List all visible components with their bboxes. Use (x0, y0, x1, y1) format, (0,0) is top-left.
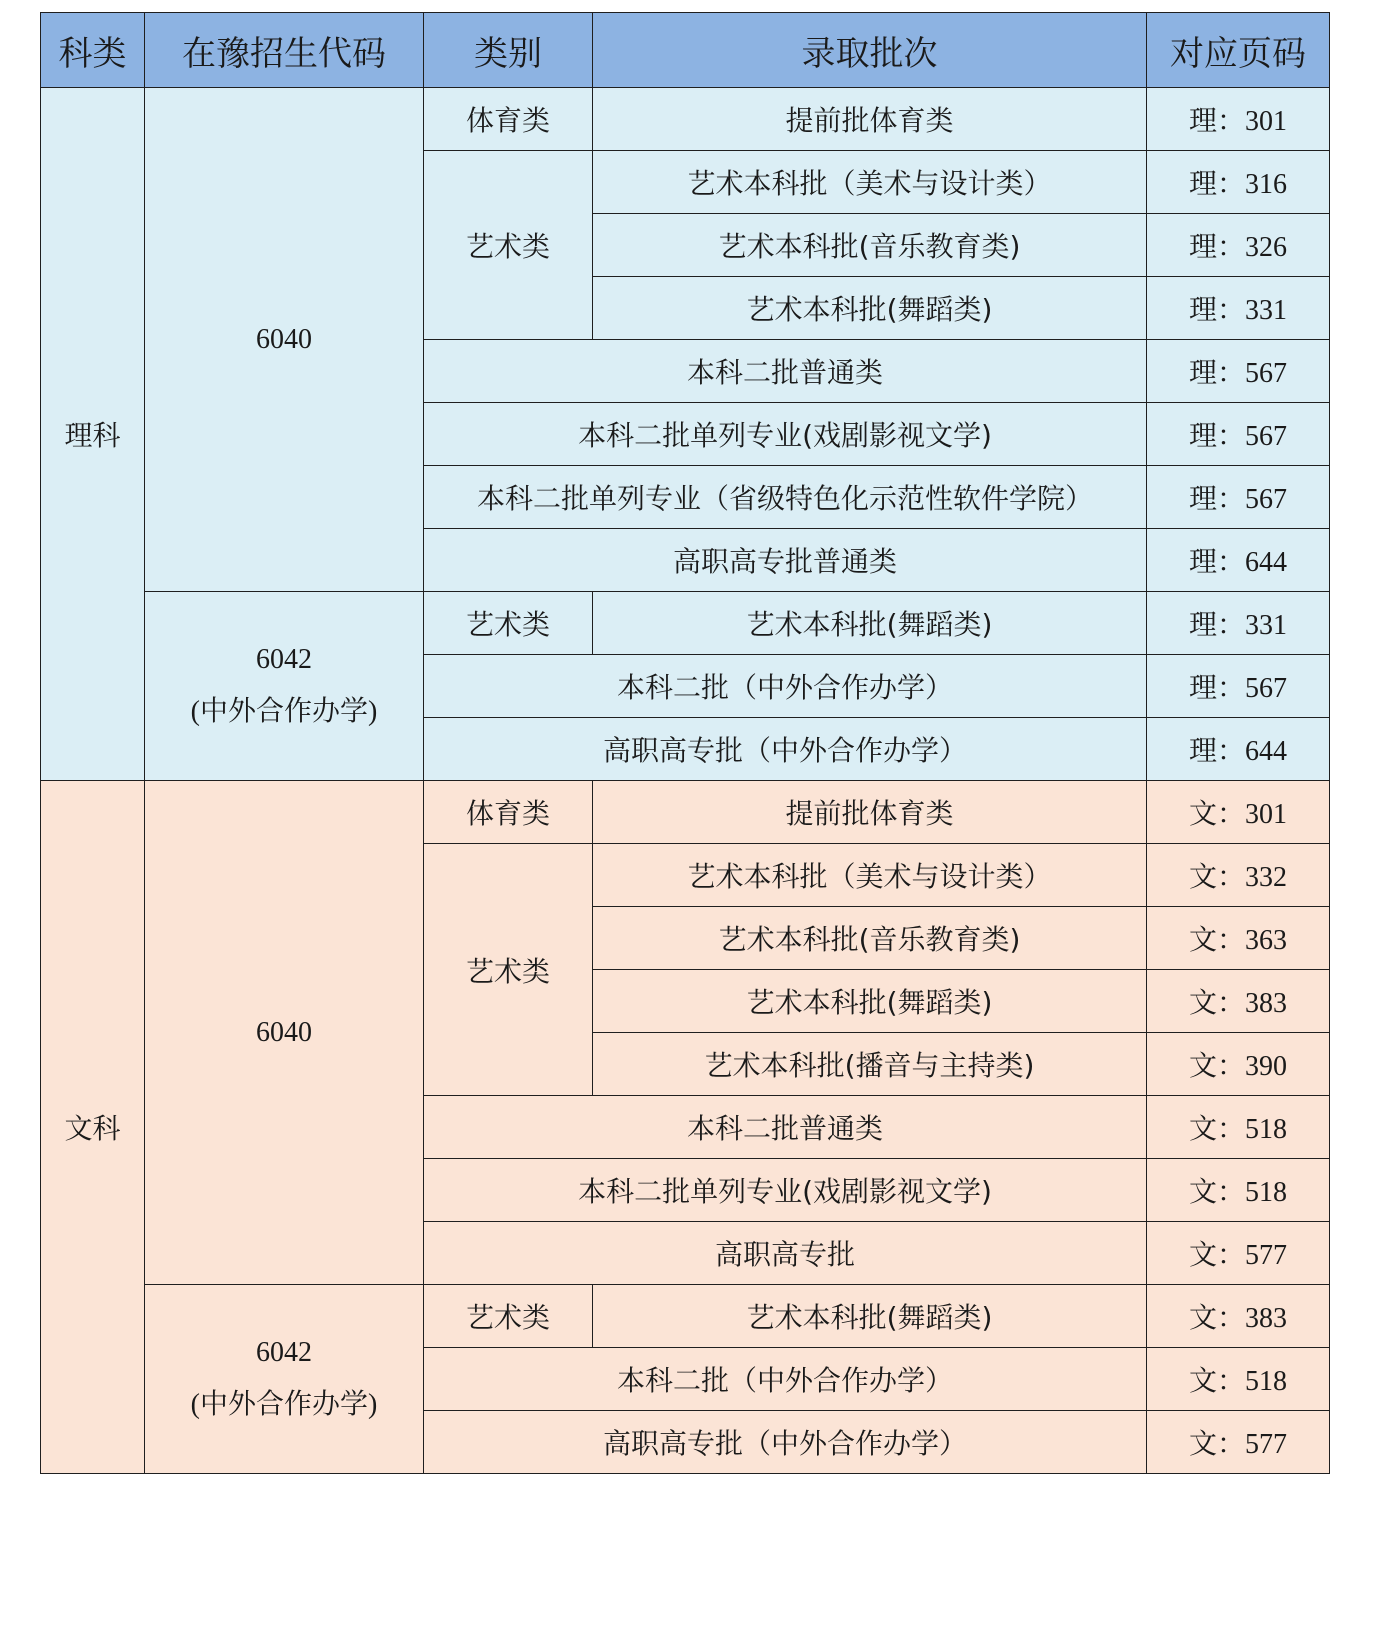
admission-table (40, 12, 1330, 1474)
code-cell (145, 88, 424, 592)
header-page: 对应页码 (1147, 13, 1330, 88)
page-cell: 文：577 (1147, 1411, 1330, 1474)
category-cell: 体育类 (424, 781, 593, 844)
code-note: (中外合作办学) (190, 1389, 378, 1420)
batch-cell: 本科二批普通类 (424, 340, 1147, 403)
header-row (41, 13, 1330, 88)
code-cell (145, 592, 424, 781)
page-cell: 文：383 (1147, 970, 1330, 1033)
table-row (41, 1285, 1330, 1348)
batch-cell: 提前批体育类 (593, 781, 1147, 844)
page-cell: 理：316 (1147, 151, 1330, 214)
batch-cell: 艺术本科批(舞蹈类) (593, 1285, 1147, 1348)
science-section (41, 88, 1330, 781)
batch-cell: 艺术本科批（美术与设计类） (593, 151, 1147, 214)
table-row (41, 592, 1330, 655)
header-subject: 科类 (41, 13, 145, 88)
batch-cell: 本科二批（中外合作办学） (424, 1348, 1147, 1411)
code-note: (中外合作办学) (190, 696, 378, 727)
page-cell: 文：518 (1147, 1348, 1330, 1411)
batch-cell: 艺术本科批(播音与主持类) (593, 1033, 1147, 1096)
batch-cell: 艺术本科批(舞蹈类) (593, 970, 1147, 1033)
batch-cell: 本科二批单列专业(戏剧影视文学) (424, 403, 1147, 466)
batch-cell: 艺术本科批(舞蹈类) (593, 592, 1147, 655)
code-value: 6040 (256, 323, 312, 355)
batch-cell: 本科二批（中外合作办学） (424, 655, 1147, 718)
code-value: 6042 (256, 644, 312, 675)
code-cell (145, 1285, 424, 1474)
batch-cell: 高职高专批（中外合作办学） (424, 1411, 1147, 1474)
category-cell: 艺术类 (424, 151, 593, 340)
page-cell: 理：567 (1147, 655, 1330, 718)
page-cell: 理：331 (1147, 592, 1330, 655)
subject-cell: 文科 (41, 781, 145, 1474)
page-cell: 理：567 (1147, 466, 1330, 529)
table-row (41, 88, 1330, 151)
page-cell: 文：518 (1147, 1096, 1330, 1159)
batch-cell: 艺术本科批（美术与设计类） (593, 844, 1147, 907)
category-cell: 艺术类 (424, 844, 593, 1096)
page-cell: 理：331 (1147, 277, 1330, 340)
code-value: 6040 (256, 1016, 312, 1048)
page-cell: 文：390 (1147, 1033, 1330, 1096)
batch-cell: 高职高专批 (424, 1222, 1147, 1285)
batch-cell: 提前批体育类 (593, 88, 1147, 151)
page-cell: 文：577 (1147, 1222, 1330, 1285)
category-cell: 艺术类 (424, 1285, 593, 1348)
page-cell: 文：383 (1147, 1285, 1330, 1348)
batch-cell: 艺术本科批(音乐教育类) (593, 907, 1147, 970)
batch-cell: 高职高专批（中外合作办学） (424, 718, 1147, 781)
batch-cell: 本科二批单列专业（省级特色化示范性软件学院） (424, 466, 1147, 529)
arts-section (41, 781, 1330, 1474)
code-value: 6042 (256, 1337, 312, 1368)
batch-cell: 高职高专批普通类 (424, 529, 1147, 592)
page-cell: 文：518 (1147, 1159, 1330, 1222)
batch-cell: 本科二批单列专业(戏剧影视文学) (424, 1159, 1147, 1222)
page-cell: 理：644 (1147, 718, 1330, 781)
page-cell: 理：567 (1147, 403, 1330, 466)
category-cell: 体育类 (424, 88, 593, 151)
page-cell: 理：644 (1147, 529, 1330, 592)
header-code: 在豫招生代码 (145, 13, 424, 88)
header-batch: 录取批次 (593, 13, 1147, 88)
batch-cell: 艺术本科批(音乐教育类) (593, 214, 1147, 277)
page-cell: 文：363 (1147, 907, 1330, 970)
page-cell: 理：301 (1147, 88, 1330, 151)
header-category: 类别 (424, 13, 593, 88)
batch-cell: 艺术本科批(舞蹈类) (593, 277, 1147, 340)
page-cell: 文：332 (1147, 844, 1330, 907)
subject-cell: 理科 (41, 88, 145, 781)
page-cell: 文：301 (1147, 781, 1330, 844)
batch-cell: 本科二批普通类 (424, 1096, 1147, 1159)
page-cell: 理：326 (1147, 214, 1330, 277)
code-cell (145, 781, 424, 1285)
category-cell: 艺术类 (424, 592, 593, 655)
table-row (41, 781, 1330, 844)
page-cell: 理：567 (1147, 340, 1330, 403)
